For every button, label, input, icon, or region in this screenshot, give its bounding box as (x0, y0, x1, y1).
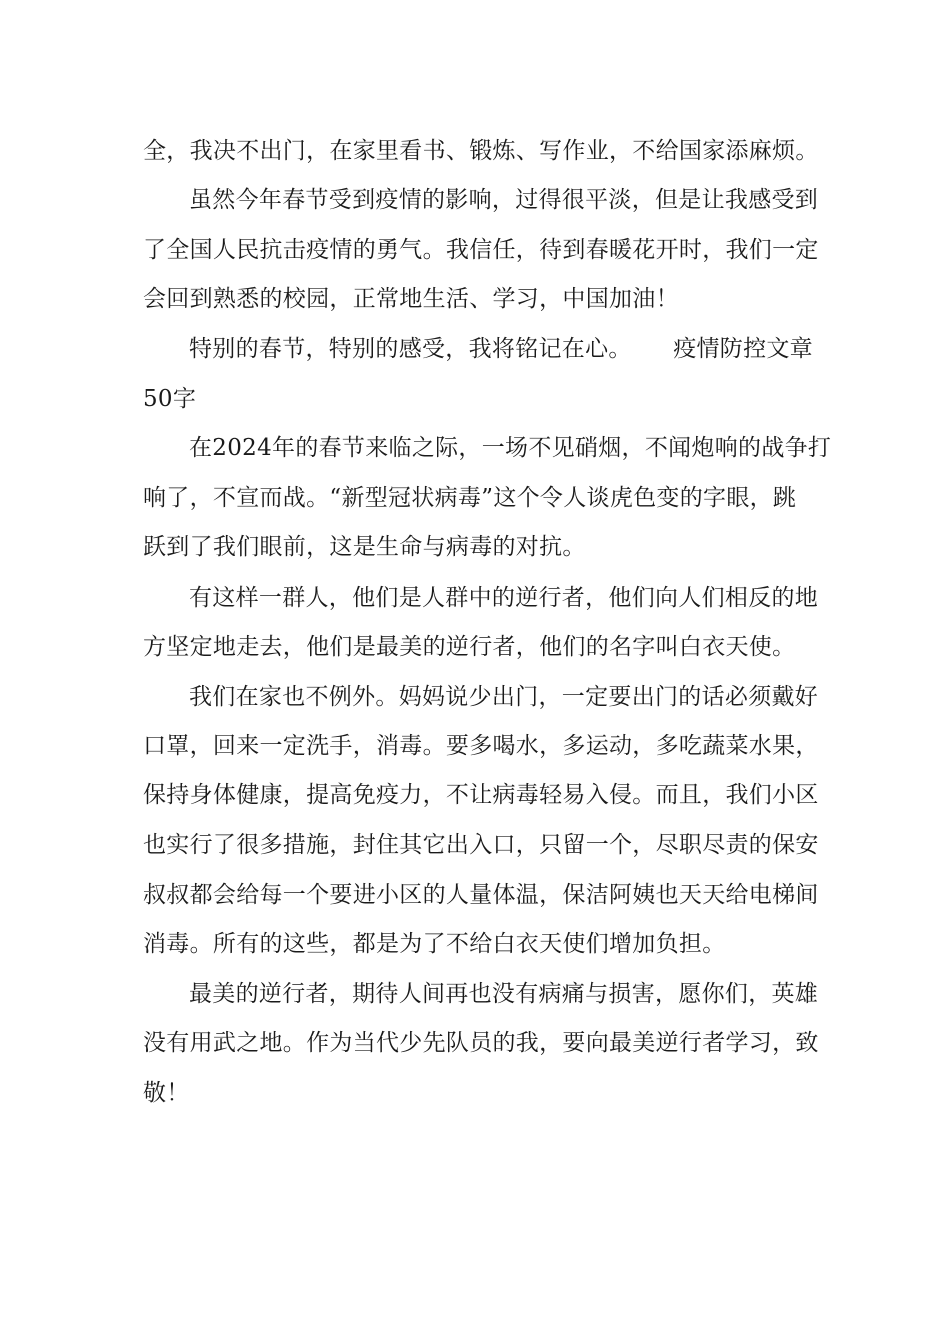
paragraph-text: 特别的春节，特别的感受，我将铭记在心。 (189, 336, 632, 362)
text-line: 响了，不宣而战。“新型冠状病毒”这个令人谈虎色变的字眼，跳 (143, 485, 797, 511)
text-line: 也实行了很多措施，封住其它出入口，只留一个，尽职尽责的保安 (143, 832, 819, 858)
article-heading: 疫情防控文章 (673, 336, 813, 362)
text-line: 了全国人民抗击疫情的勇气。我信任，待到春暖花开时，我们一定 (143, 237, 819, 263)
text-line: 消毒。所有的这些，都是为了不给白衣天使们增加负担。 (143, 931, 726, 957)
text-line: 口罩，回来一定洗手，消毒。要多喝水，多运动，多吃蔬菜水果， (143, 733, 819, 759)
paragraph-start: 我们在家也不例外。妈妈说少出门，一定要出门的话必须戴好 (189, 684, 819, 710)
heading-continuation: 50字 (143, 386, 197, 412)
text-line: 跃到了我们眼前，这是生命与病毒的对抗。 (143, 534, 586, 560)
paragraph-start: 最美的逆行者，期待人间再也没有病痛与损害，愿你们，英雄 (189, 981, 819, 1007)
paragraph-start-with-heading (189, 334, 813, 364)
paragraph-start: 在2024年的春节来临之际，一场不见硝烟，不闻炮响的战争打 (189, 435, 832, 461)
paragraph-start: 有这样一群人，他们是人群中的逆行者，他们向人们相反的地 (189, 585, 819, 611)
text-line: 敬！ (143, 1080, 190, 1106)
text-line: 全，我决不出门，在家里看书、锻炼、写作业，不给国家添麻烦。 (143, 138, 819, 164)
text-line: 叔叔都会给每一个要进小区的人量体温，保洁阿姨也天天给电梯间 (143, 882, 819, 908)
text-line: 方坚定地走去，他们是最美的逆行者，他们的名字叫白衣天使。 (143, 634, 796, 660)
text-line: 保持身体健康，提高免疫力，不让病毒轻易入侵。而且，我们小区 (143, 782, 819, 808)
text-line: 没有用武之地。作为当代少先队员的我，要向最美逆行者学习，致 (143, 1030, 819, 1056)
text-line: 会回到熟悉的校园，正常地生活、学习，中国加油！ (143, 286, 679, 312)
paragraph-start: 虽然今年春节受到疫情的影响，过得很平淡，但是让我感受到 (189, 187, 819, 213)
